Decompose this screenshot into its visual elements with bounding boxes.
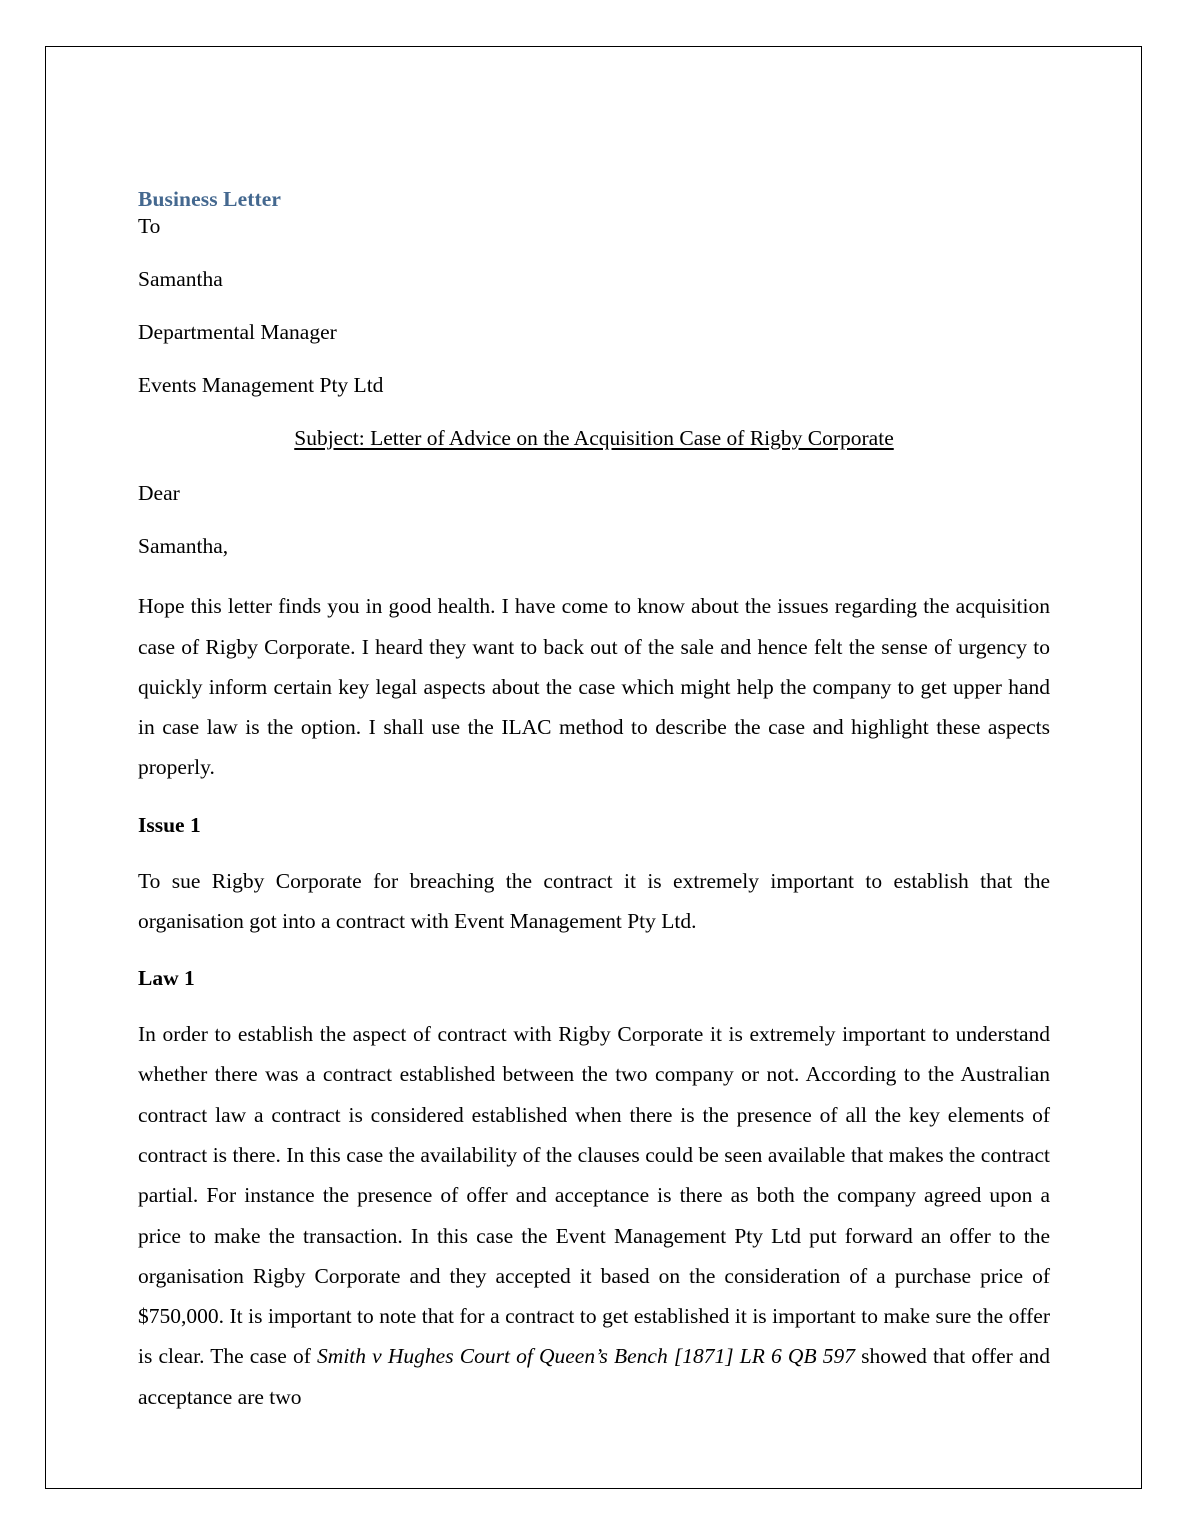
recipient-line-company: Events Management Pty Ltd [138,372,384,397]
section-heading-law-1: Law 1 [138,966,195,991]
intro-paragraph: Hope this letter finds you in good health. I have come to know about the issues regarding the acquisition case of Rigby Corporate. I heard they want to back out of the sale and hence felt the sense of urgency to quickly inform certain key legal aspects about the case which might help the company to get upper hand in case law is the option. I shall use the ILAC method to describe the case and highlight these aspects properly. [138,594,1050,780]
document-page [45,46,1142,1489]
section-body-issue-1: To sue Rigby Corporate for breaching the contract it is extremely important to establish that the organisation got into a contract with Event Management Pty Ltd. [138,868,1050,933]
case-citation: Smith v Hughes Court of Queen’s Bench [1871] LR 6 QB 597 [317,1344,855,1369]
law-1-text-part-1: In order to establish the aspect of contract with Rigby Corporate it is extremely important to understand whether there was a contract established between the two company or not. According to the Australian contract law a contract is considered established when there is the presence of all the key elements of contract is there. In this case the availability of the clauses could be seen available that makes the contract partial. For instance the presence of offer and acceptance is there as both the company agreed upon a price to make the transaction. In this case the Event Management Pty Ltd put forward an offer to the organisation Rigby Corporate and they accepted it based on the consideration of a purchase price of $750,000. It is important to note that for a contract to get established it is important to make sure the offer is clear. The case of [138,1022,1050,1369]
subject-line-text: Subject: Letter of Advice on the Acquisition Case of Rigby Corporate [294,425,894,450]
section-heading-issue-1: Issue 1 [138,812,201,837]
subject-line [138,425,1050,452]
salutation-line-1: Dear [138,481,180,506]
recipient-line-role: Departmental Manager [138,319,337,344]
section-body-law-1 [138,1014,1050,1417]
salutation-line-2: Samantha, [138,534,229,559]
document-body [138,187,1050,1437]
recipient-line-name: Samantha [138,266,223,291]
page-title: Business Letter [138,187,282,211]
law-1-text-part-2: showed that offer and acceptance are two [138,1344,1050,1409]
recipient-line-to: To [138,214,161,239]
